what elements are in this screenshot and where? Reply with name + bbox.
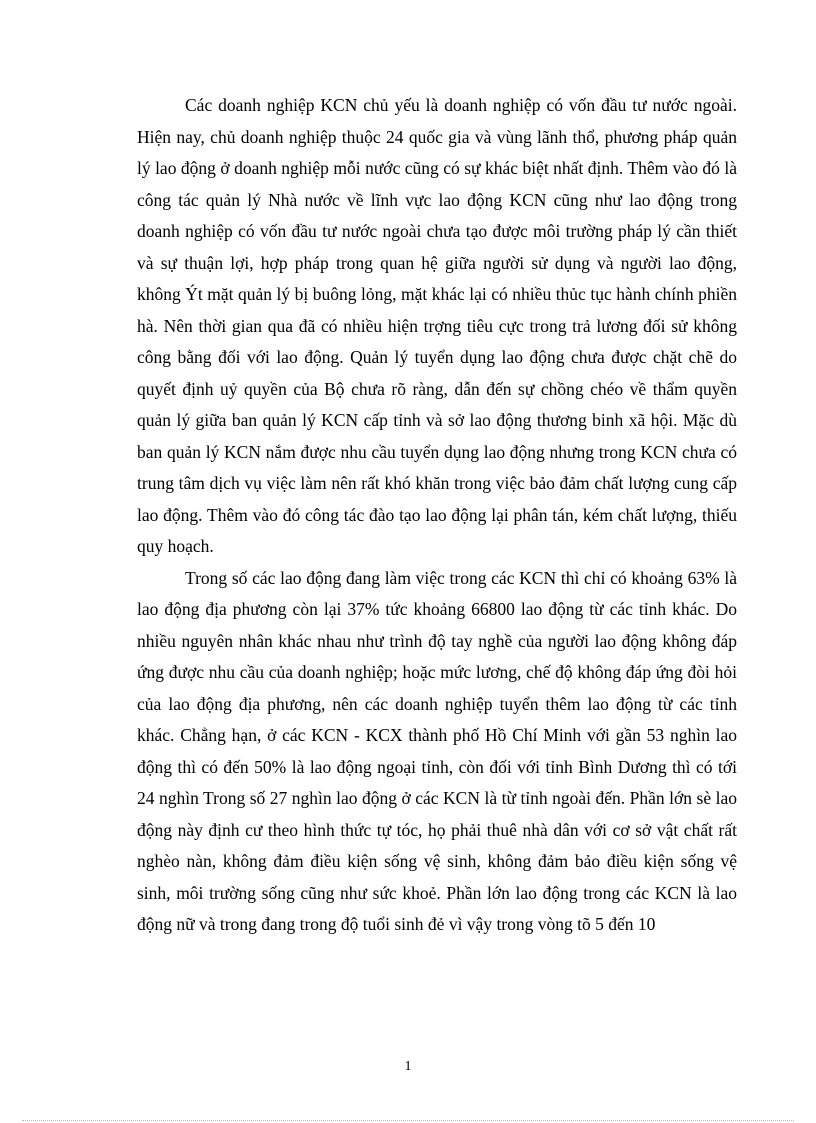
paragraph-2: Trong số các lao động đang làm việc trong các KCN thì chỉ có khoảng 63% là lao động địa phương còn lại 37% tức khoảng 66800 lao động từ các tỉnh khác. Do nhiều nguyên nhân khác nhau như trình độ tay nghề của người lao động không đáp ứng được nhu cầu của doanh nghiệp; hoặc mức lương, chế độ không đáp ứng đòi hỏi của lao động địa phương, nên các doanh nghiệp tuyển thêm lao động từ các tỉnh khác. Chẳng hạn, ở các KCN - KCX thành phố Hồ Chí Minh với gần 53 nghìn lao động thì có đến 50% là lao động ngoại tỉnh, còn đối với tỉnh Bình Dương thì có tới 24 nghìn Trong số 27 nghìn lao động ở các KCN là từ tỉnh ngoài đến. Phần lớn sè lao động này định cư theo hình thức tự tóc, họ phải thuê nhà dân với cơ sở vật chất rất nghèo nàn, không đảm điều kiện sống vệ sinh, không đảm bảo điều kiện sống vệ sinh, môi trường sống cũng như sức khoẻ. Phần lớn lao động trong các KCN là lao động nữ và trong đang trong độ tuổi sinh đẻ vì vậy trong vòng tõ 5 đến 10 [137,567,737,934]
paragraph-1: Các doanh nghiệp KCN chủ yếu là doanh nghiệp có vốn đầu tư nước ngoài. Hiện nay, chủ doanh nghiệp thuộc 24 quốc gia và vùng lãnh thổ, phương pháp quản lý lao động ở doanh nghiệp mỗi nước cũng có sự khác biệt nhất định. Thêm vào đó là công tác quản lý Nhà nước về lĩnh vực lao động KCN cũng như lao động trong doanh nghiệp có vốn đầu tư nước ngoài chưa tạo được môi trường pháp lý cần thiết và sự thuận lợi, hợp pháp trong quan hệ giữa người sử dụng và người lao động, không Ýt mặt quản lý bị buông lỏng, mặt khác lại có nhiều thủc tục hành chính phiền hà. Nên thời gian qua đã có nhiều hiện trợng tiêu cực trong trả lương đối sử không công bằng đối với lao động. Quản lý tuyển dụng lao động chưa được chặt chẽ do quyết định uỷ quyền của Bộ chưa rõ ràng, dẫn đến sự chồng chéo về thẩm quyền quản lý giữa ban quản lý KCN cấp tỉnh và sở lao động thương binh xã hội. Mặc dù ban quản lý KCN nắm được nhu cầu tuyển dụng lao động nhưng trong KCN chưa có trung tâm dịch vụ việc làm nên rất khó khăn trong việc bảo đảm chất lượng cung cấp lao động. Thêm vào đó công tác đào tạo lao động lại phân tán, kém chất lượng, thiếu quy hoạch. [137,95,737,556]
page-number: 1 [404,1059,412,1074]
page-bottom-rule [22,1120,794,1121]
document-body [137,90,737,941]
